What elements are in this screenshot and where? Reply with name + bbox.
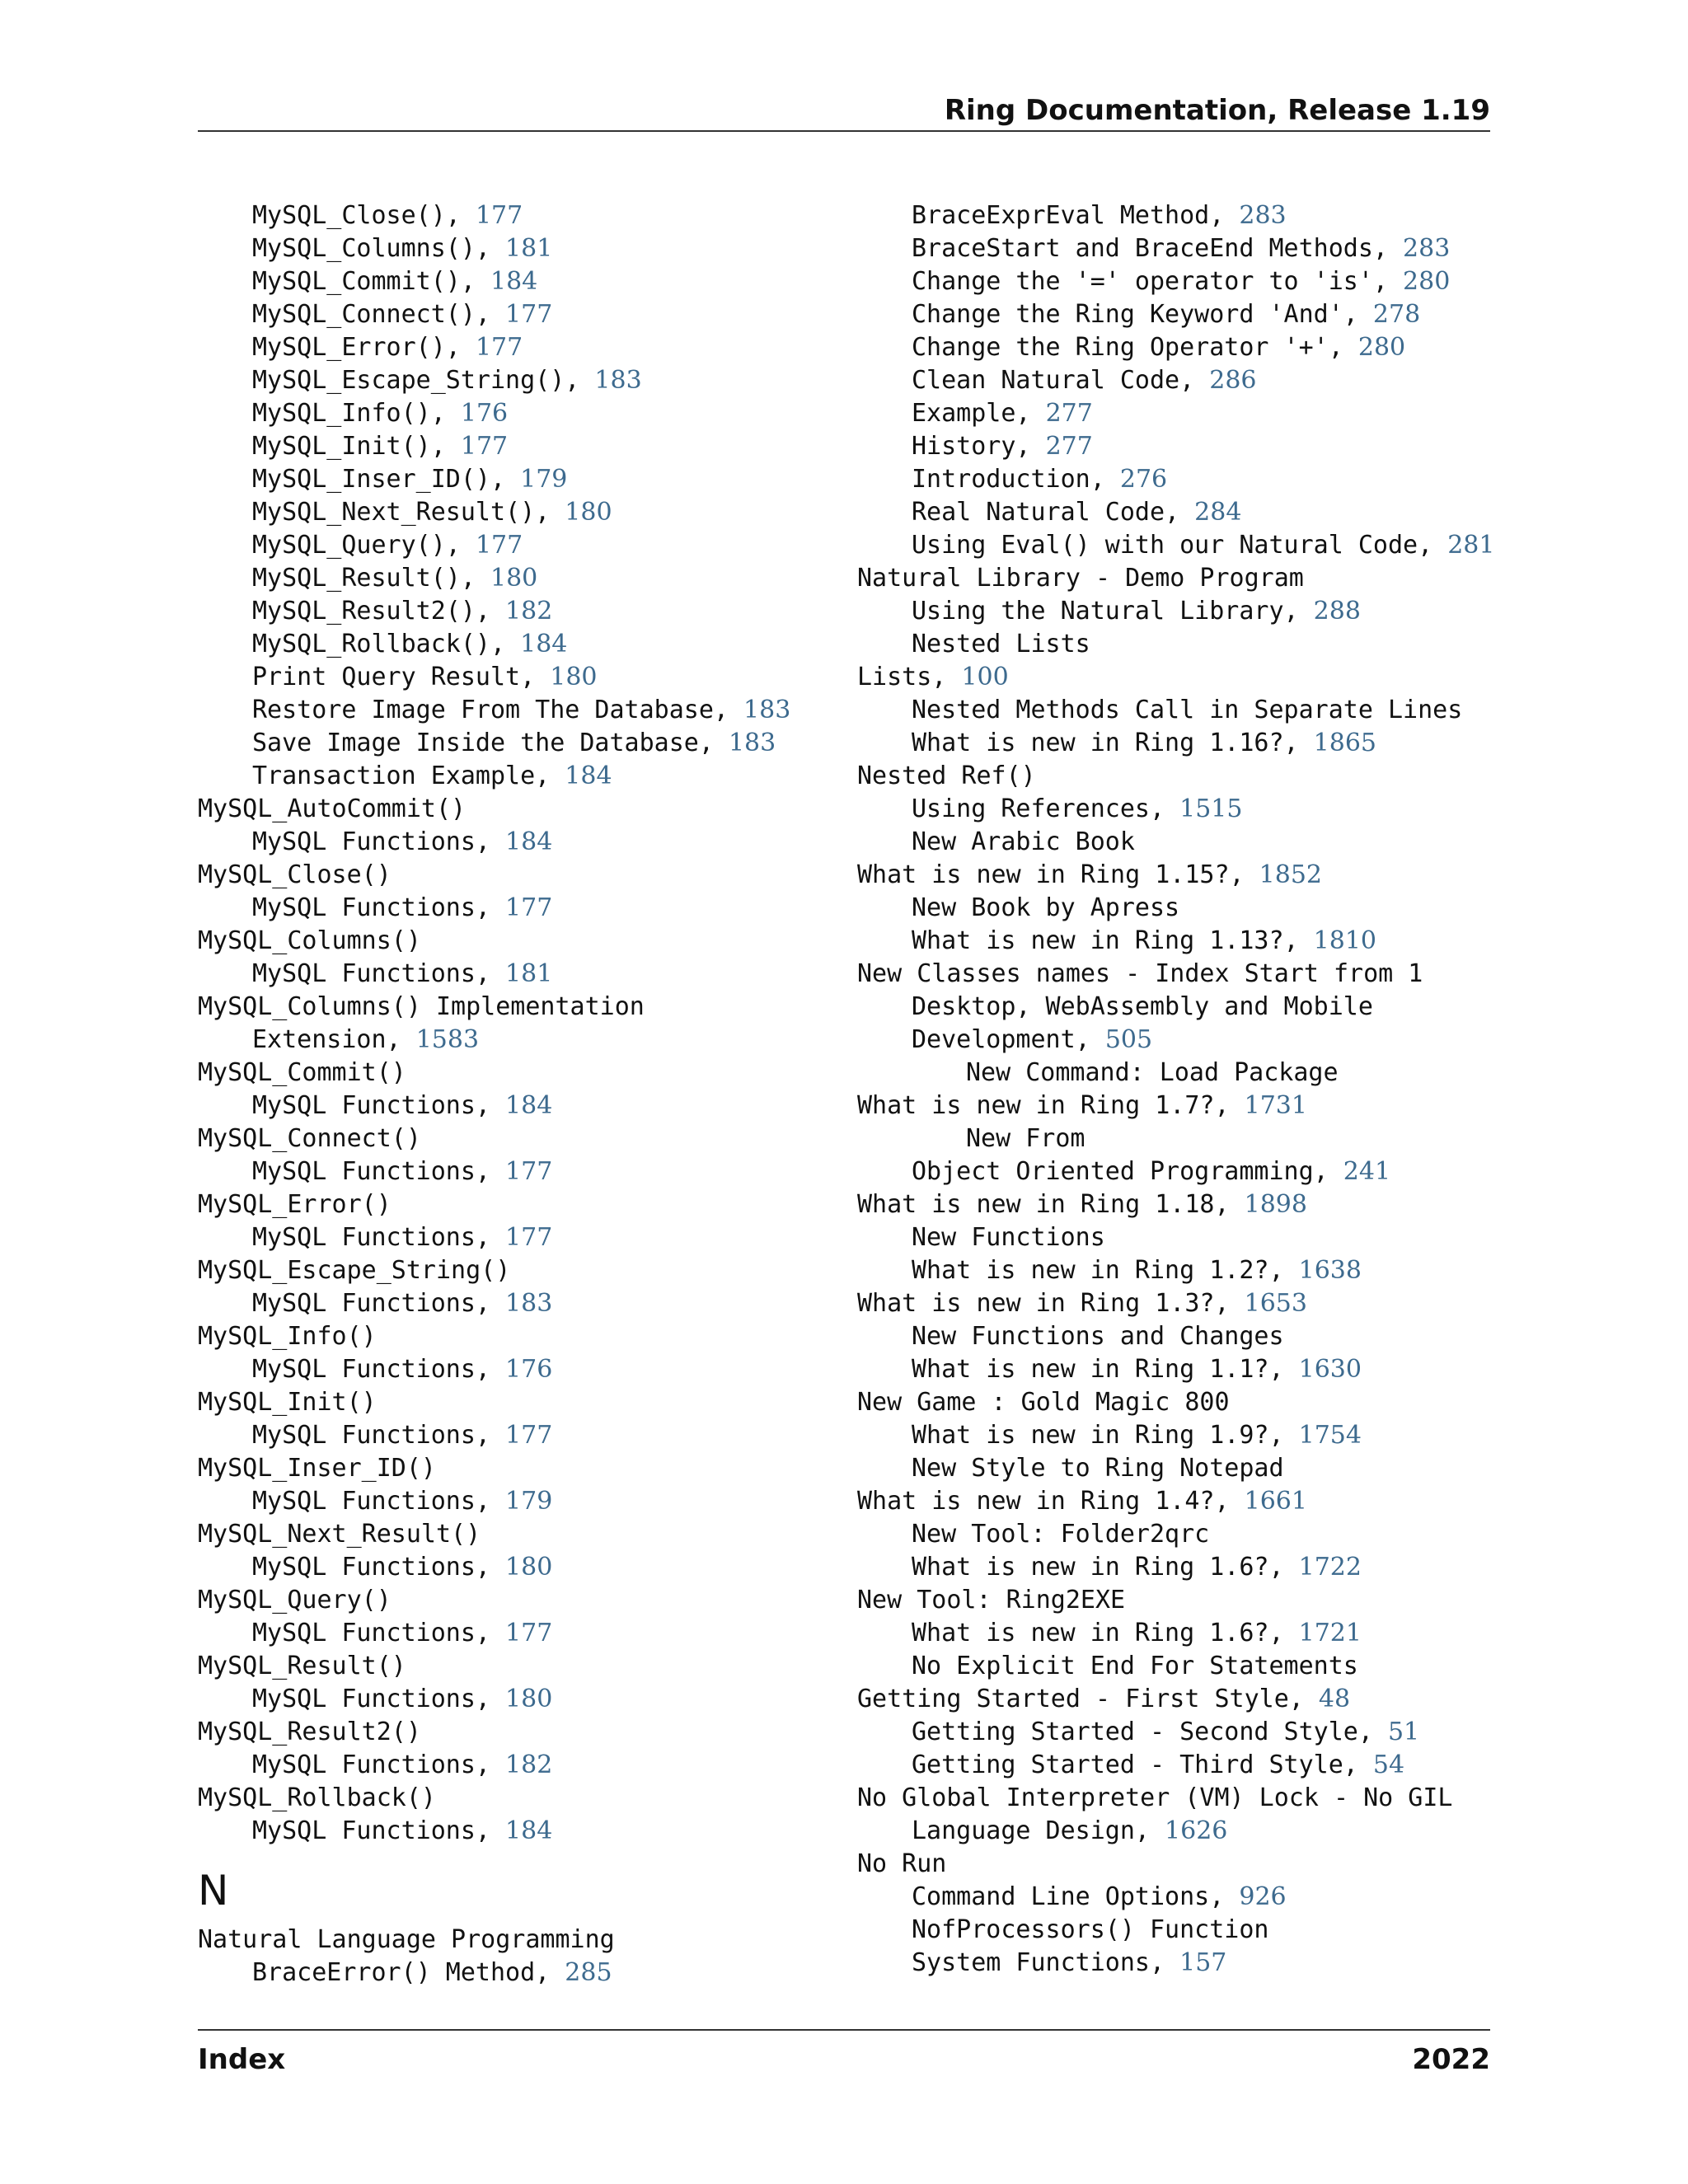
entry-text: What is new in Ring 1.6?, bbox=[912, 1553, 1299, 1582]
page-link[interactable]: 51 bbox=[1387, 1718, 1420, 1746]
entry-text: New Arabic Book bbox=[912, 827, 1135, 856]
entry-text: MySQL_Rollback() bbox=[198, 1783, 436, 1812]
entry-text: MySQL_Query() bbox=[198, 1586, 392, 1615]
entry-text: Restore Image From The Database, bbox=[252, 696, 744, 724]
entry-text: MySQL_Commit() bbox=[198, 1058, 406, 1087]
page-link[interactable]: 241 bbox=[1343, 1157, 1391, 1186]
entry-text: Language Design, bbox=[912, 1816, 1165, 1845]
entry-text: New Book by Apress bbox=[912, 893, 1180, 922]
index-entry bbox=[857, 661, 1500, 694]
entry-text: History, bbox=[912, 432, 1046, 461]
page-link[interactable]: 157 bbox=[1179, 1948, 1227, 1977]
page-link[interactable]: 1721 bbox=[1298, 1619, 1362, 1647]
entry-text: MySQL_Next_Result() bbox=[198, 1520, 481, 1549]
page-link[interactable]: 180 bbox=[565, 498, 612, 527]
entry-text: MySQL Functions, bbox=[252, 1685, 506, 1713]
index-entry bbox=[857, 1485, 1500, 1518]
index-subentry bbox=[198, 1024, 841, 1057]
page-link[interactable]: 1515 bbox=[1179, 794, 1243, 823]
index-entry bbox=[857, 1584, 1500, 1617]
index-subentry bbox=[857, 1914, 1500, 1947]
entry-text: MySQL Functions, bbox=[252, 893, 506, 922]
index-subentry bbox=[857, 364, 1500, 397]
entry-text: Save Image Inside the Database, bbox=[252, 729, 729, 757]
page-link[interactable]: 284 bbox=[1194, 498, 1242, 527]
index-entry bbox=[198, 1650, 841, 1683]
page-link[interactable]: 100 bbox=[961, 663, 1009, 691]
index-subentry bbox=[857, 1320, 1500, 1353]
entry-text: MySQL_Error(), bbox=[252, 333, 476, 362]
page-link[interactable]: 177 bbox=[505, 893, 553, 922]
entry-text: Development, bbox=[912, 1025, 1105, 1054]
entry-text: New Classes names - Index Start from 1 bbox=[857, 959, 1423, 988]
index-subentry bbox=[857, 529, 1500, 562]
index-subentry bbox=[857, 265, 1500, 298]
index-subentry bbox=[857, 1057, 1500, 1090]
entry-text: MySQL Functions, bbox=[252, 1223, 506, 1252]
index-entry bbox=[198, 1518, 841, 1551]
index-subentry bbox=[198, 397, 841, 430]
index-subentry bbox=[857, 826, 1500, 859]
entry-text: MySQL_Result() bbox=[198, 1652, 406, 1680]
entry-text: System Functions, bbox=[912, 1948, 1180, 1977]
page-link[interactable]: 281 bbox=[1447, 531, 1495, 560]
entry-text: What is new in Ring 1.4?, bbox=[857, 1487, 1245, 1516]
index-subentry bbox=[198, 1485, 841, 1518]
entry-text: Lists, bbox=[857, 663, 962, 691]
page-link[interactable]: 276 bbox=[1119, 465, 1168, 494]
entry-text: Nested Lists bbox=[912, 630, 1090, 658]
page-link[interactable]: 184 bbox=[505, 1816, 553, 1845]
index-subentry bbox=[198, 1749, 841, 1782]
index-entry bbox=[198, 1924, 841, 1957]
entry-text: Real Natural Code, bbox=[912, 498, 1195, 527]
entry-text: MySQL Functions, bbox=[252, 1157, 506, 1186]
page-link[interactable]: 181 bbox=[505, 234, 553, 263]
section-letter-heading: N bbox=[198, 1867, 229, 1915]
index-entry bbox=[198, 793, 841, 826]
page-link[interactable]: 176 bbox=[460, 399, 509, 428]
index-subentry bbox=[198, 1090, 841, 1122]
index-subentry bbox=[857, 694, 1500, 727]
page-link[interactable]: 278 bbox=[1372, 300, 1421, 329]
page-link[interactable]: 283 bbox=[1239, 201, 1287, 230]
index-subentry bbox=[857, 331, 1500, 364]
index-subentry bbox=[198, 958, 841, 991]
entry-text: MySQL_Escape_String() bbox=[198, 1256, 511, 1285]
index-subentry bbox=[198, 331, 841, 364]
index-entry bbox=[857, 1386, 1500, 1419]
entry-text: MySQL_Info() bbox=[198, 1322, 377, 1351]
index-entry bbox=[198, 1057, 841, 1090]
entry-text: MySQL Functions, bbox=[252, 1816, 506, 1845]
page-link[interactable]: 286 bbox=[1209, 366, 1257, 395]
entry-text: MySQL Functions, bbox=[252, 1355, 506, 1384]
index-subentry bbox=[857, 1353, 1500, 1386]
index-subentry bbox=[198, 562, 841, 595]
index-subentry bbox=[198, 661, 841, 694]
index-subentry bbox=[857, 1617, 1500, 1650]
index-subentry bbox=[198, 1155, 841, 1188]
index-entry bbox=[857, 859, 1500, 892]
entry-text: MySQL_Connect() bbox=[198, 1124, 421, 1153]
entry-text: Command Line Options, bbox=[912, 1882, 1240, 1911]
page-link[interactable]: 180 bbox=[490, 564, 538, 593]
entry-text: No Run bbox=[857, 1849, 947, 1878]
page-link[interactable]: 288 bbox=[1313, 597, 1361, 626]
index-entry bbox=[198, 1386, 841, 1419]
header-title: Ring Documentation, Release 1.19 bbox=[944, 94, 1490, 127]
page-link[interactable]: 177 bbox=[475, 531, 523, 560]
entry-text: MySQL_Connect(), bbox=[252, 300, 506, 329]
index-subentry bbox=[198, 694, 841, 727]
index-subentry bbox=[198, 298, 841, 331]
index-subentry bbox=[857, 1518, 1500, 1551]
page-link[interactable]: 184 bbox=[505, 827, 553, 856]
entry-text: MySQL_Next_Result(), bbox=[252, 498, 565, 527]
page-link[interactable]: 182 bbox=[505, 1750, 553, 1779]
entry-text: MySQL_Commit(), bbox=[252, 267, 490, 296]
entry-text: BraceError() Method, bbox=[252, 1958, 565, 1987]
entry-text: MySQL Functions, bbox=[252, 1553, 506, 1582]
index-subentry bbox=[198, 496, 841, 529]
entry-text: MySQL_Close(), bbox=[252, 201, 476, 230]
page-link[interactable]: 179 bbox=[520, 465, 568, 494]
entry-text: MySQL_Init(), bbox=[252, 432, 461, 461]
page-link[interactable]: 176 bbox=[505, 1355, 553, 1384]
entry-text: Natural Library - Demo Program bbox=[857, 564, 1304, 593]
page-link[interactable]: 184 bbox=[505, 1091, 553, 1120]
entry-text: New Tool: Ring2EXE bbox=[857, 1586, 1126, 1615]
index-subentry bbox=[198, 232, 841, 265]
index-subentry bbox=[857, 1551, 1500, 1584]
page-link[interactable]: 1583 bbox=[415, 1025, 480, 1054]
page-header bbox=[198, 91, 1490, 132]
entry-text: Example, bbox=[912, 399, 1046, 428]
entry-text: No Global Interpreter (VM) Lock - No GIL bbox=[857, 1783, 1453, 1812]
entry-text: What is new in Ring 1.18, bbox=[857, 1190, 1245, 1219]
page-link[interactable]: 1731 bbox=[1244, 1091, 1307, 1120]
index-entry bbox=[198, 1254, 841, 1287]
index-entry bbox=[198, 1122, 841, 1155]
index-subentry bbox=[857, 199, 1500, 232]
page-link[interactable]: 1653 bbox=[1244, 1289, 1307, 1318]
index-subentry bbox=[857, 397, 1500, 430]
page-link[interactable]: 1661 bbox=[1244, 1487, 1307, 1516]
index-subentry bbox=[857, 1221, 1500, 1254]
entry-text: MySQL_Init() bbox=[198, 1388, 377, 1417]
index-subentry bbox=[198, 430, 841, 463]
page-link[interactable]: 177 bbox=[505, 1157, 553, 1186]
index-entry bbox=[198, 925, 841, 958]
entry-text: MySQL_Result2() bbox=[198, 1718, 421, 1746]
index-subentry bbox=[857, 1749, 1500, 1782]
entry-text: MySQL_Result(), bbox=[252, 564, 490, 593]
page-link[interactable]: 280 bbox=[1357, 333, 1406, 362]
entry-text: MySQL_Columns() Implementation bbox=[198, 992, 645, 1021]
index-subentry bbox=[198, 265, 841, 298]
page-link[interactable]: 1638 bbox=[1298, 1256, 1362, 1285]
index-entry bbox=[198, 1452, 841, 1485]
page-link[interactable]: 182 bbox=[505, 597, 553, 626]
page-link[interactable]: 183 bbox=[594, 366, 642, 395]
index-entry bbox=[198, 1716, 841, 1749]
page-link[interactable]: 1630 bbox=[1298, 1355, 1362, 1384]
entry-text: Using Eval() with our Natural Code, bbox=[912, 531, 1448, 560]
entry-text: Clean Natural Code, bbox=[912, 366, 1210, 395]
index-subentry bbox=[857, 892, 1500, 925]
entry-text: Desktop, WebAssembly and Mobile bbox=[912, 992, 1373, 1021]
entry-text: MySQL_Columns(), bbox=[252, 234, 506, 263]
page-link[interactable]: 177 bbox=[475, 201, 523, 230]
page-link[interactable]: 280 bbox=[1403, 267, 1451, 296]
entry-text: MySQL_Inser_ID() bbox=[198, 1454, 436, 1483]
page-link[interactable]: 184 bbox=[520, 630, 568, 658]
page-link[interactable]: 177 bbox=[505, 300, 553, 329]
page-link[interactable]: 1810 bbox=[1313, 926, 1377, 955]
page-link[interactable]: 1865 bbox=[1313, 729, 1377, 757]
entry-text: NofProcessors() Function bbox=[912, 1915, 1269, 1944]
entry-text: New Style to Ring Notepad bbox=[912, 1454, 1284, 1483]
page-link[interactable]: 277 bbox=[1045, 399, 1093, 428]
entry-text: What is new in Ring 1.13?, bbox=[912, 926, 1314, 955]
page-link[interactable]: 177 bbox=[475, 333, 523, 362]
index-entry bbox=[198, 1320, 841, 1353]
entry-text: Getting Started - Second Style, bbox=[912, 1718, 1388, 1746]
index-entry bbox=[857, 1683, 1500, 1716]
entry-text: New Functions and Changes bbox=[912, 1322, 1284, 1351]
entry-text: What is new in Ring 1.15?, bbox=[857, 860, 1259, 889]
page-link[interactable]: 180 bbox=[505, 1685, 553, 1713]
entry-text: MySQL Functions, bbox=[252, 1750, 506, 1779]
page-link[interactable]: 183 bbox=[505, 1289, 553, 1318]
index-subentry bbox=[857, 298, 1500, 331]
entry-text: MySQL Functions, bbox=[252, 1091, 506, 1120]
index-subentry bbox=[857, 232, 1500, 265]
index-subentry bbox=[857, 727, 1500, 760]
entry-text: Change the Ring Operator '+', bbox=[912, 333, 1358, 362]
index-subentry bbox=[857, 991, 1500, 1024]
page-link[interactable]: 926 bbox=[1239, 1882, 1287, 1911]
footer-section: Index bbox=[198, 2043, 286, 2076]
page-link[interactable]: 1722 bbox=[1298, 1553, 1362, 1582]
entry-text: What is new in Ring 1.1?, bbox=[912, 1355, 1299, 1384]
index-entry bbox=[198, 1584, 841, 1617]
page-link[interactable]: 177 bbox=[505, 1223, 553, 1252]
page-link[interactable]: 177 bbox=[460, 432, 509, 461]
index-subentry bbox=[857, 1155, 1500, 1188]
entry-text: MySQL Functions, bbox=[252, 1421, 506, 1450]
entry-text: MySQL_Escape_String(), bbox=[252, 366, 595, 395]
index-entry bbox=[857, 760, 1500, 793]
entry-text: Natural Language Programming bbox=[198, 1925, 615, 1954]
entry-text: What is new in Ring 1.16?, bbox=[912, 729, 1314, 757]
page-link[interactable]: 48 bbox=[1318, 1685, 1351, 1713]
index-entry bbox=[857, 1287, 1500, 1320]
entry-text: Nested Methods Call in Separate Lines bbox=[912, 696, 1463, 724]
page-link[interactable]: 184 bbox=[565, 762, 612, 790]
entry-text: What is new in Ring 1.3?, bbox=[857, 1289, 1245, 1318]
entry-text: MySQL_Columns() bbox=[198, 926, 421, 955]
entry-text: Extension, bbox=[252, 1025, 416, 1054]
entry-text: Change the '=' operator to 'is', bbox=[912, 267, 1404, 296]
entry-text: Getting Started - First Style, bbox=[857, 1685, 1319, 1713]
page-link[interactable]: 183 bbox=[743, 696, 791, 724]
index-entry bbox=[198, 1782, 841, 1815]
index-subentry bbox=[198, 364, 841, 397]
index-entry bbox=[857, 1782, 1500, 1815]
page-link[interactable]: 1898 bbox=[1244, 1190, 1307, 1219]
entry-text: Object Oriented Programming, bbox=[912, 1157, 1343, 1186]
index-entry bbox=[198, 859, 841, 892]
index-subentry bbox=[857, 463, 1500, 496]
page-footer bbox=[198, 2029, 1490, 2080]
index-subentry bbox=[857, 1650, 1500, 1683]
entry-text: MySQL_Error() bbox=[198, 1190, 392, 1219]
entry-text: New Tool: Folder2qrc bbox=[912, 1520, 1210, 1549]
index-subentry bbox=[198, 1617, 841, 1650]
index-subentry bbox=[857, 793, 1500, 826]
page-link[interactable]: 277 bbox=[1045, 432, 1093, 461]
entry-text: MySQL_Info(), bbox=[252, 399, 461, 428]
index-subentry bbox=[857, 1452, 1500, 1485]
page-link[interactable]: 1626 bbox=[1165, 1816, 1228, 1845]
entry-text: Nested Ref() bbox=[857, 762, 1036, 790]
page-link[interactable]: 184 bbox=[490, 267, 538, 296]
entry-text: MySQL Functions, bbox=[252, 1289, 506, 1318]
index-subentry bbox=[857, 430, 1500, 463]
index-column-right bbox=[857, 199, 1500, 1980]
index-subentry bbox=[857, 1419, 1500, 1452]
index-subentry bbox=[198, 1221, 841, 1254]
index-subentry bbox=[857, 1947, 1500, 1980]
index-subentry bbox=[857, 1122, 1500, 1155]
index-subentry bbox=[857, 595, 1500, 628]
page-link[interactable]: 177 bbox=[505, 1619, 553, 1647]
index-entry bbox=[857, 958, 1500, 991]
index-subentry bbox=[198, 760, 841, 793]
page-link[interactable]: 54 bbox=[1372, 1750, 1405, 1779]
entry-text: No Explicit End For Statements bbox=[912, 1652, 1358, 1680]
index-entry bbox=[857, 1848, 1500, 1881]
index-entry bbox=[857, 562, 1500, 595]
index-subentry bbox=[198, 727, 841, 760]
entry-text: What is new in Ring 1.9?, bbox=[912, 1421, 1299, 1450]
entry-text: Getting Started - Third Style, bbox=[912, 1750, 1373, 1779]
index-subentry bbox=[857, 1254, 1500, 1287]
index-subentry bbox=[198, 1957, 841, 1990]
entry-text: New From bbox=[966, 1124, 1085, 1153]
entry-text: What is new in Ring 1.6?, bbox=[912, 1619, 1299, 1647]
page-link[interactable]: 183 bbox=[728, 729, 776, 757]
page-link[interactable]: 179 bbox=[505, 1487, 553, 1516]
entry-text: MySQL_Result2(), bbox=[252, 597, 506, 626]
page-link[interactable]: 177 bbox=[505, 1421, 553, 1450]
entry-text: MySQL Functions, bbox=[252, 827, 506, 856]
index-subentry bbox=[198, 529, 841, 562]
index-entry bbox=[857, 1090, 1500, 1122]
entry-text: Change the Ring Keyword 'And', bbox=[912, 300, 1373, 329]
index-subentry bbox=[198, 1683, 841, 1716]
index-subentry bbox=[198, 892, 841, 925]
entry-text: BraceExprEval Method, bbox=[912, 201, 1240, 230]
entry-text: MySQL_Close() bbox=[198, 860, 392, 889]
index-subentry bbox=[857, 925, 1500, 958]
index-entry bbox=[857, 1188, 1500, 1221]
page-link[interactable]: 180 bbox=[550, 663, 598, 691]
entry-text: New Command: Load Package bbox=[966, 1058, 1339, 1087]
page-number: 2022 bbox=[1412, 2043, 1490, 2076]
entry-text: Print Query Result, bbox=[252, 663, 551, 691]
page-link[interactable]: 505 bbox=[1104, 1025, 1153, 1054]
entry-text: BraceStart and BraceEnd Methods, bbox=[912, 234, 1404, 263]
entry-text: Using the Natural Library, bbox=[912, 597, 1314, 626]
index-entry bbox=[198, 1188, 841, 1221]
index-entry bbox=[198, 991, 841, 1024]
entry-text: MySQL_Rollback(), bbox=[252, 630, 521, 658]
index-subentry bbox=[198, 826, 841, 859]
entry-text: Transaction Example, bbox=[252, 762, 565, 790]
index-subentry bbox=[857, 1024, 1500, 1057]
index-subentry bbox=[198, 1353, 841, 1386]
index-subentry bbox=[857, 1881, 1500, 1914]
index-subentry bbox=[857, 1815, 1500, 1848]
entry-text: MySQL_Inser_ID(), bbox=[252, 465, 521, 494]
entry-text: Using References, bbox=[912, 794, 1180, 823]
page-link[interactable]: 283 bbox=[1403, 234, 1451, 263]
index-subentry bbox=[198, 1551, 841, 1584]
index-subentry bbox=[857, 1716, 1500, 1749]
entry-text: What is new in Ring 1.7?, bbox=[857, 1091, 1245, 1120]
entry-text: MySQL Functions, bbox=[252, 959, 506, 988]
page-link[interactable]: 180 bbox=[505, 1553, 553, 1582]
index-subentry bbox=[198, 628, 841, 661]
index-subentry bbox=[198, 595, 841, 628]
index-subentry bbox=[857, 496, 1500, 529]
index-subentry bbox=[198, 199, 841, 232]
index-subentry bbox=[198, 1815, 841, 1848]
index-subentry bbox=[857, 628, 1500, 661]
page-link[interactable]: 285 bbox=[565, 1958, 612, 1987]
index-subentry bbox=[198, 1419, 841, 1452]
entry-text: MySQL_AutoCommit() bbox=[198, 794, 467, 823]
index-column-left bbox=[198, 199, 841, 1990]
index-subentry bbox=[198, 463, 841, 496]
entry-text: MySQL Functions, bbox=[252, 1619, 506, 1647]
index-subentry bbox=[198, 1287, 841, 1320]
entry-text: Introduction, bbox=[912, 465, 1120, 494]
entry-text: New Game : Gold Magic 800 bbox=[857, 1388, 1230, 1417]
entry-text: MySQL_Query(), bbox=[252, 531, 476, 560]
page-link[interactable]: 181 bbox=[505, 959, 553, 988]
page-link[interactable]: 1754 bbox=[1298, 1421, 1362, 1450]
entry-text: MySQL Functions, bbox=[252, 1487, 506, 1516]
entry-text: What is new in Ring 1.2?, bbox=[912, 1256, 1299, 1285]
entry-text: New Functions bbox=[912, 1223, 1105, 1252]
page-link[interactable]: 1852 bbox=[1259, 860, 1323, 889]
